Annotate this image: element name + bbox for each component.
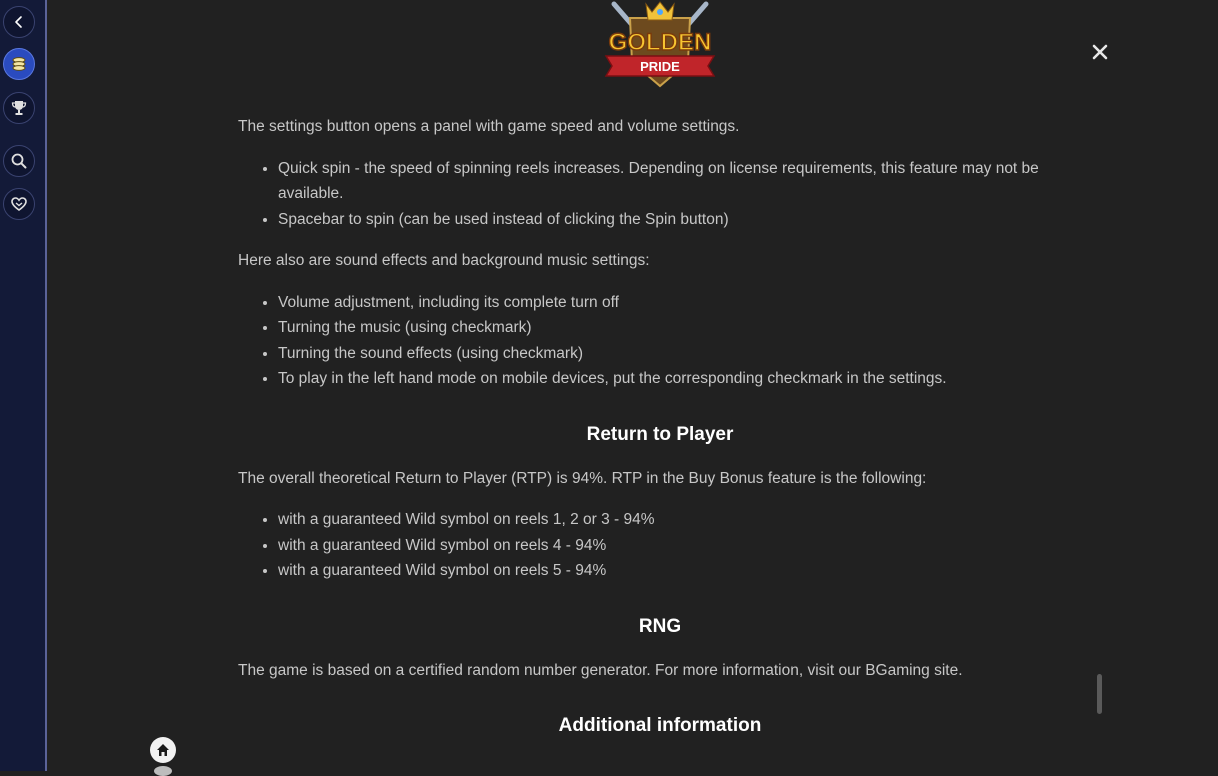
sound-list	[238, 290, 1082, 392]
list-item: • Spacebar to spin (can be used instead of clicking the Spin button)	[278, 207, 1082, 233]
secondary-button[interactable]	[154, 766, 172, 776]
sidebar	[0, 0, 47, 771]
sound-intro: Here also are sound effects and background music settings:	[238, 252, 650, 269]
settings-list	[238, 156, 1082, 233]
search-icon	[10, 152, 28, 170]
rng-text: The game is based on a certified random number generator. For more information, visit our BGaming site.	[238, 661, 963, 679]
rng-heading: RNG	[638, 615, 682, 637]
list-item: • Turning the sound effects (using checkmark)	[278, 341, 1082, 367]
heart-icon	[10, 195, 28, 213]
coins-icon	[10, 55, 28, 73]
trophy-icon	[10, 99, 28, 117]
rtp-text: The overall theoretical Return to Player (RTP) is 94%. RTP in the Buy Bonus feature is the following:	[238, 469, 927, 487]
chevron-left-icon	[12, 15, 26, 29]
sidebar-item-games[interactable]	[3, 48, 35, 80]
list-item: • with a guaranteed Wild symbol on reels 4 - 94%	[278, 533, 1082, 559]
close-icon	[1092, 44, 1108, 60]
list-item: • Turning the music (using checkmark)	[278, 315, 1082, 341]
additional-info-heading: Additional information	[558, 715, 762, 736]
list-item: • Volume adjustment, including its complete turn off	[278, 290, 1082, 316]
sidebar-item-tournaments[interactable]	[3, 92, 35, 124]
rtp-heading: Return to Player	[586, 423, 734, 445]
sidebar-item-favorites[interactable]	[3, 188, 35, 220]
sidebar-item-search[interactable]	[3, 145, 35, 177]
svg-text:PRIDE: PRIDE	[640, 59, 680, 74]
scrollbar-thumb[interactable]	[1097, 674, 1102, 714]
list-item: • with a guaranteed Wild symbol on reels 1, 2 or 3 - 94%	[278, 507, 1082, 533]
list-item: • with a guaranteed Wild symbol on reels 5 - 94%	[278, 558, 1082, 584]
home-button[interactable]	[150, 737, 176, 763]
rules-content	[238, 114, 1082, 757]
settings-intro: The settings button opens a panel with game speed and volume settings.	[238, 118, 740, 135]
game-logo	[600, 0, 720, 90]
list-item: • Quick spin - the speed of spinning reels increases. Depending on license requirements, this feature may not be available.	[278, 156, 1082, 207]
list-item: • To play in the left hand mode on mobile devices, put the corresponding checkmark in the settings.	[278, 366, 1082, 392]
home-icon	[155, 742, 171, 758]
close-button[interactable]	[1088, 40, 1112, 64]
back-button[interactable]	[3, 6, 35, 38]
rtp-list	[238, 507, 1082, 584]
svg-text:GOLDEN: GOLDEN	[608, 29, 712, 56]
